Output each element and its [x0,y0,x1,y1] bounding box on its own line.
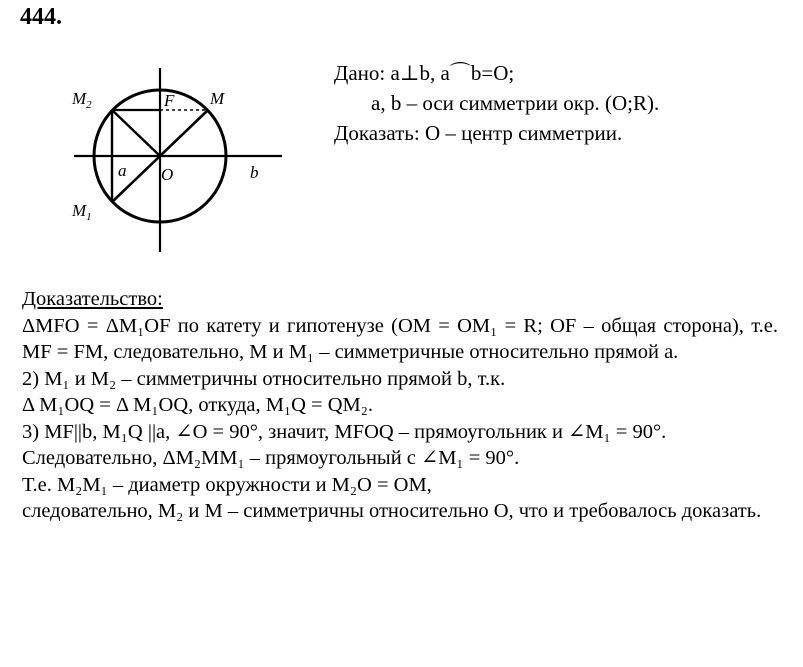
label-b: b [250,163,259,182]
proof-paragraph-4: 3) MF||b, M₁Q ||a, ∠O = 90°, значит, MFOQ – прямоугольник и ∠M₁ = 90°. [22,420,667,443]
given-line-2: a, b – оси симметрии окр. (O;R). [371,91,660,115]
label-m: M [210,89,225,108]
given-line-1: Дано: a⊥b, a⌒b=O; [334,61,515,85]
proof-block [22,286,778,525]
proof-paragraph-1: ΔMFO = ΔM₁OF по катету и гипотенузе (OM = OM₁ = R; OF – общая сторона), т.е. MF = FM, следовательно, M и M₁ – симметричные относительно прямой a. [22,314,778,363]
geometry-figure [60,60,300,260]
proof-paragraph-2: 2) M₁ и M₂ – симметричны относительно прямой b, т.к. [22,367,506,390]
proof-paragraph-3: Δ M₁OQ = Δ M₁OQ, откуда, M₁Q = QM₂. [22,394,374,416]
prove-line: Доказать: O – центр симметрии. [334,121,623,145]
label-f: F [164,91,175,110]
segment-m2-o [112,110,160,156]
proof-paragraph-6: Т.е. M₂M₁ – диаметр окружности и M₂O = OM, [22,473,432,496]
label-a: a [118,161,127,180]
given-block [334,58,659,148]
label-m1: $M_1$ [72,201,92,223]
label-m2: $M_2$ [72,89,92,111]
proof-paragraph-5: Следовательно, ΔM₂MM₁ – прямоугольный с ∠M₁ = 90°. [22,447,520,469]
label-o: O [161,165,174,184]
problem-number: 444. [20,4,62,30]
proof-paragraph-7: следовательно, M₂ и M – симметричны относительно O, что и требовалось доказать. [22,500,762,522]
proof-heading: Доказательство: [22,288,163,310]
